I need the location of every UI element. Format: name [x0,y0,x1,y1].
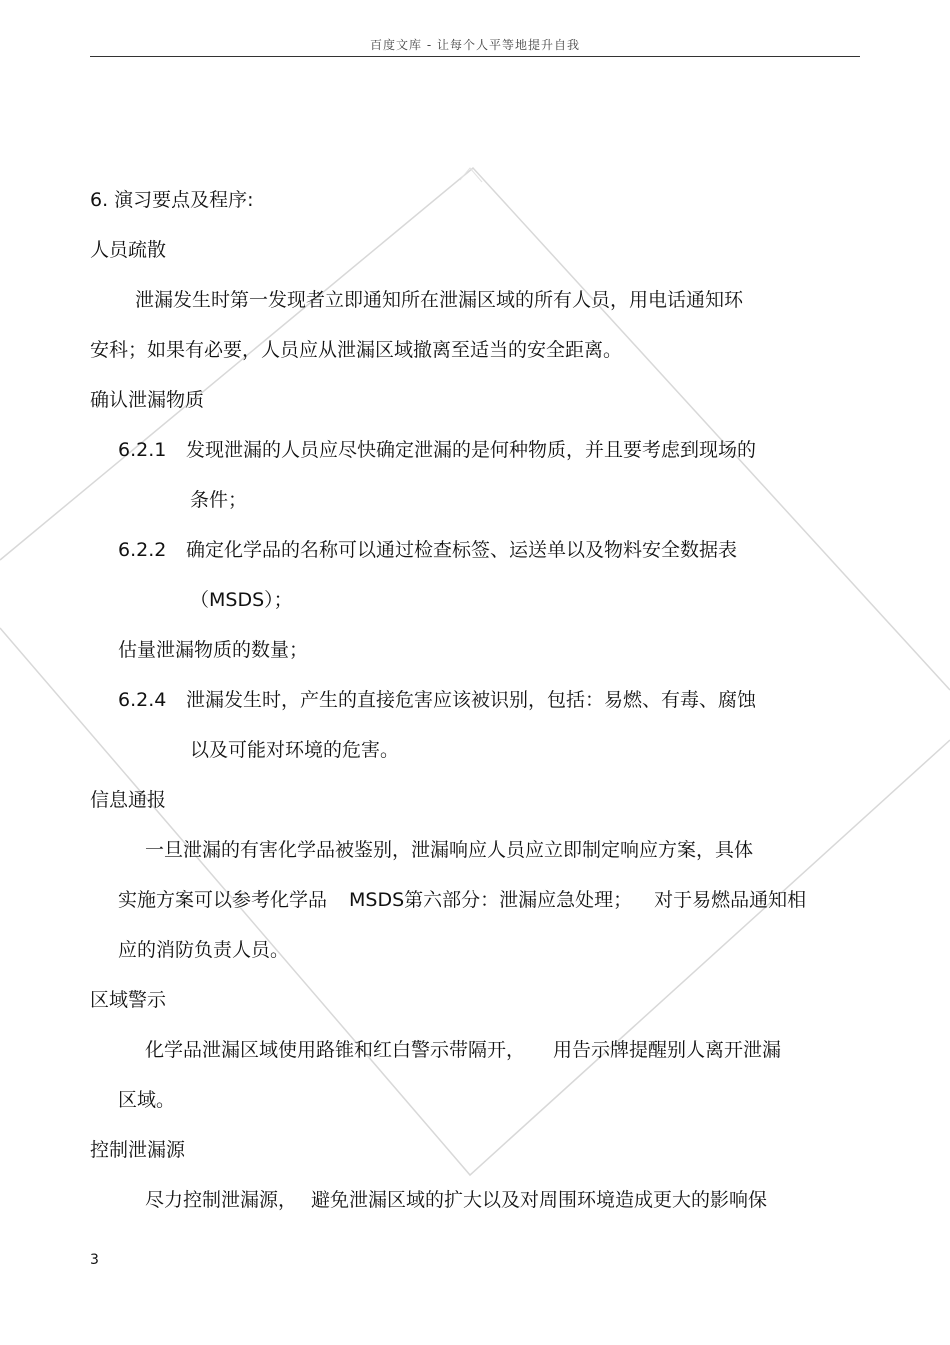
heading-control-source: 控制泄漏源 [90,1139,186,1161]
item-6-2-3-text: 估量泄漏物质的数量； [118,639,309,661]
item-6-2-2-text: 确定化学品的名称可以通过检查标签、运送单以及物料安全数据表 [186,539,738,561]
heading-area-warning: 区域警示 [90,989,167,1011]
paragraph-evacuation-line1: 泄漏发生时第一发现者立即通知所在泄漏区域的所有人员，用电话通知环 [135,289,744,311]
paragraph-control-line1-part1: 尽力控制泄漏源， [145,1189,298,1211]
heading-confirm-substance: 确认泄漏物质 [90,389,205,411]
header-rule [90,56,860,57]
item-6-2-2-number: 6.2.2 [118,539,167,561]
paragraph-report-line1: 一旦泄漏的有害化学品被鉴别，泄漏响应人员应立即制定响应方案，具体 [145,839,754,861]
paragraph-warning-line1-part2: 用告示牌提醒别人离开泄漏 [553,1039,782,1061]
section-title: 6. 演习要点及程序: [90,189,254,211]
paragraph-control-line1-part2: 避免泄漏区域的扩大以及对周围环境造成更大的影响保 [311,1189,768,1211]
page-header: 百度文库 - 让每个人平等地提升自我 [370,38,580,52]
item-6-2-4-continuation: 以及可能对环境的危害。 [190,739,400,761]
item-6-2-4 [118,688,756,712]
paragraph-warning-line1 [145,1038,781,1062]
item-6-2-4-number: 6.2.4 [118,689,167,711]
item-6-2-2-continuation: （MSDS）； [190,589,293,611]
paragraph-warning-line1-part1: 化学品泄漏区域使用路锥和红白警示带隔开， [145,1039,526,1061]
item-6-2-1-continuation: 条件； [190,489,248,511]
item-6-2-1 [118,438,756,462]
paragraph-report-line2-part3: 对于易燃品通知相 [654,889,807,911]
heading-report: 信息通报 [90,789,167,811]
item-6-2-4-text: 泄漏发生时，产生的直接危害应该被识别，包括：易燃、有毒、腐蚀 [186,689,757,711]
paragraph-evacuation-line2: 安科；如果有必要，人员应从泄漏区域撤离至适当的安全距离。 [90,339,623,361]
paragraph-report-line2-part2: MSDS第六部分：泄漏应急处理； [349,889,633,911]
paragraph-control-line1 [145,1188,767,1212]
page-number: 3 [90,1252,99,1268]
paragraph-report-line2-part1: 实施方案可以参考化学品 [118,889,328,911]
paragraph-report-line2 [118,888,806,912]
item-6-2-1-number: 6.2.1 [118,439,167,461]
heading-evacuation: 人员疏散 [90,239,167,261]
paragraph-warning-line2: 区域。 [118,1089,176,1111]
item-6-2-1-text: 发现泄漏的人员应尽快确定泄漏的是何种物质，并且要考虑到现场的 [186,439,757,461]
item-6-2-2 [118,538,737,562]
paragraph-report-line3: 应的消防负责人员。 [118,939,290,961]
